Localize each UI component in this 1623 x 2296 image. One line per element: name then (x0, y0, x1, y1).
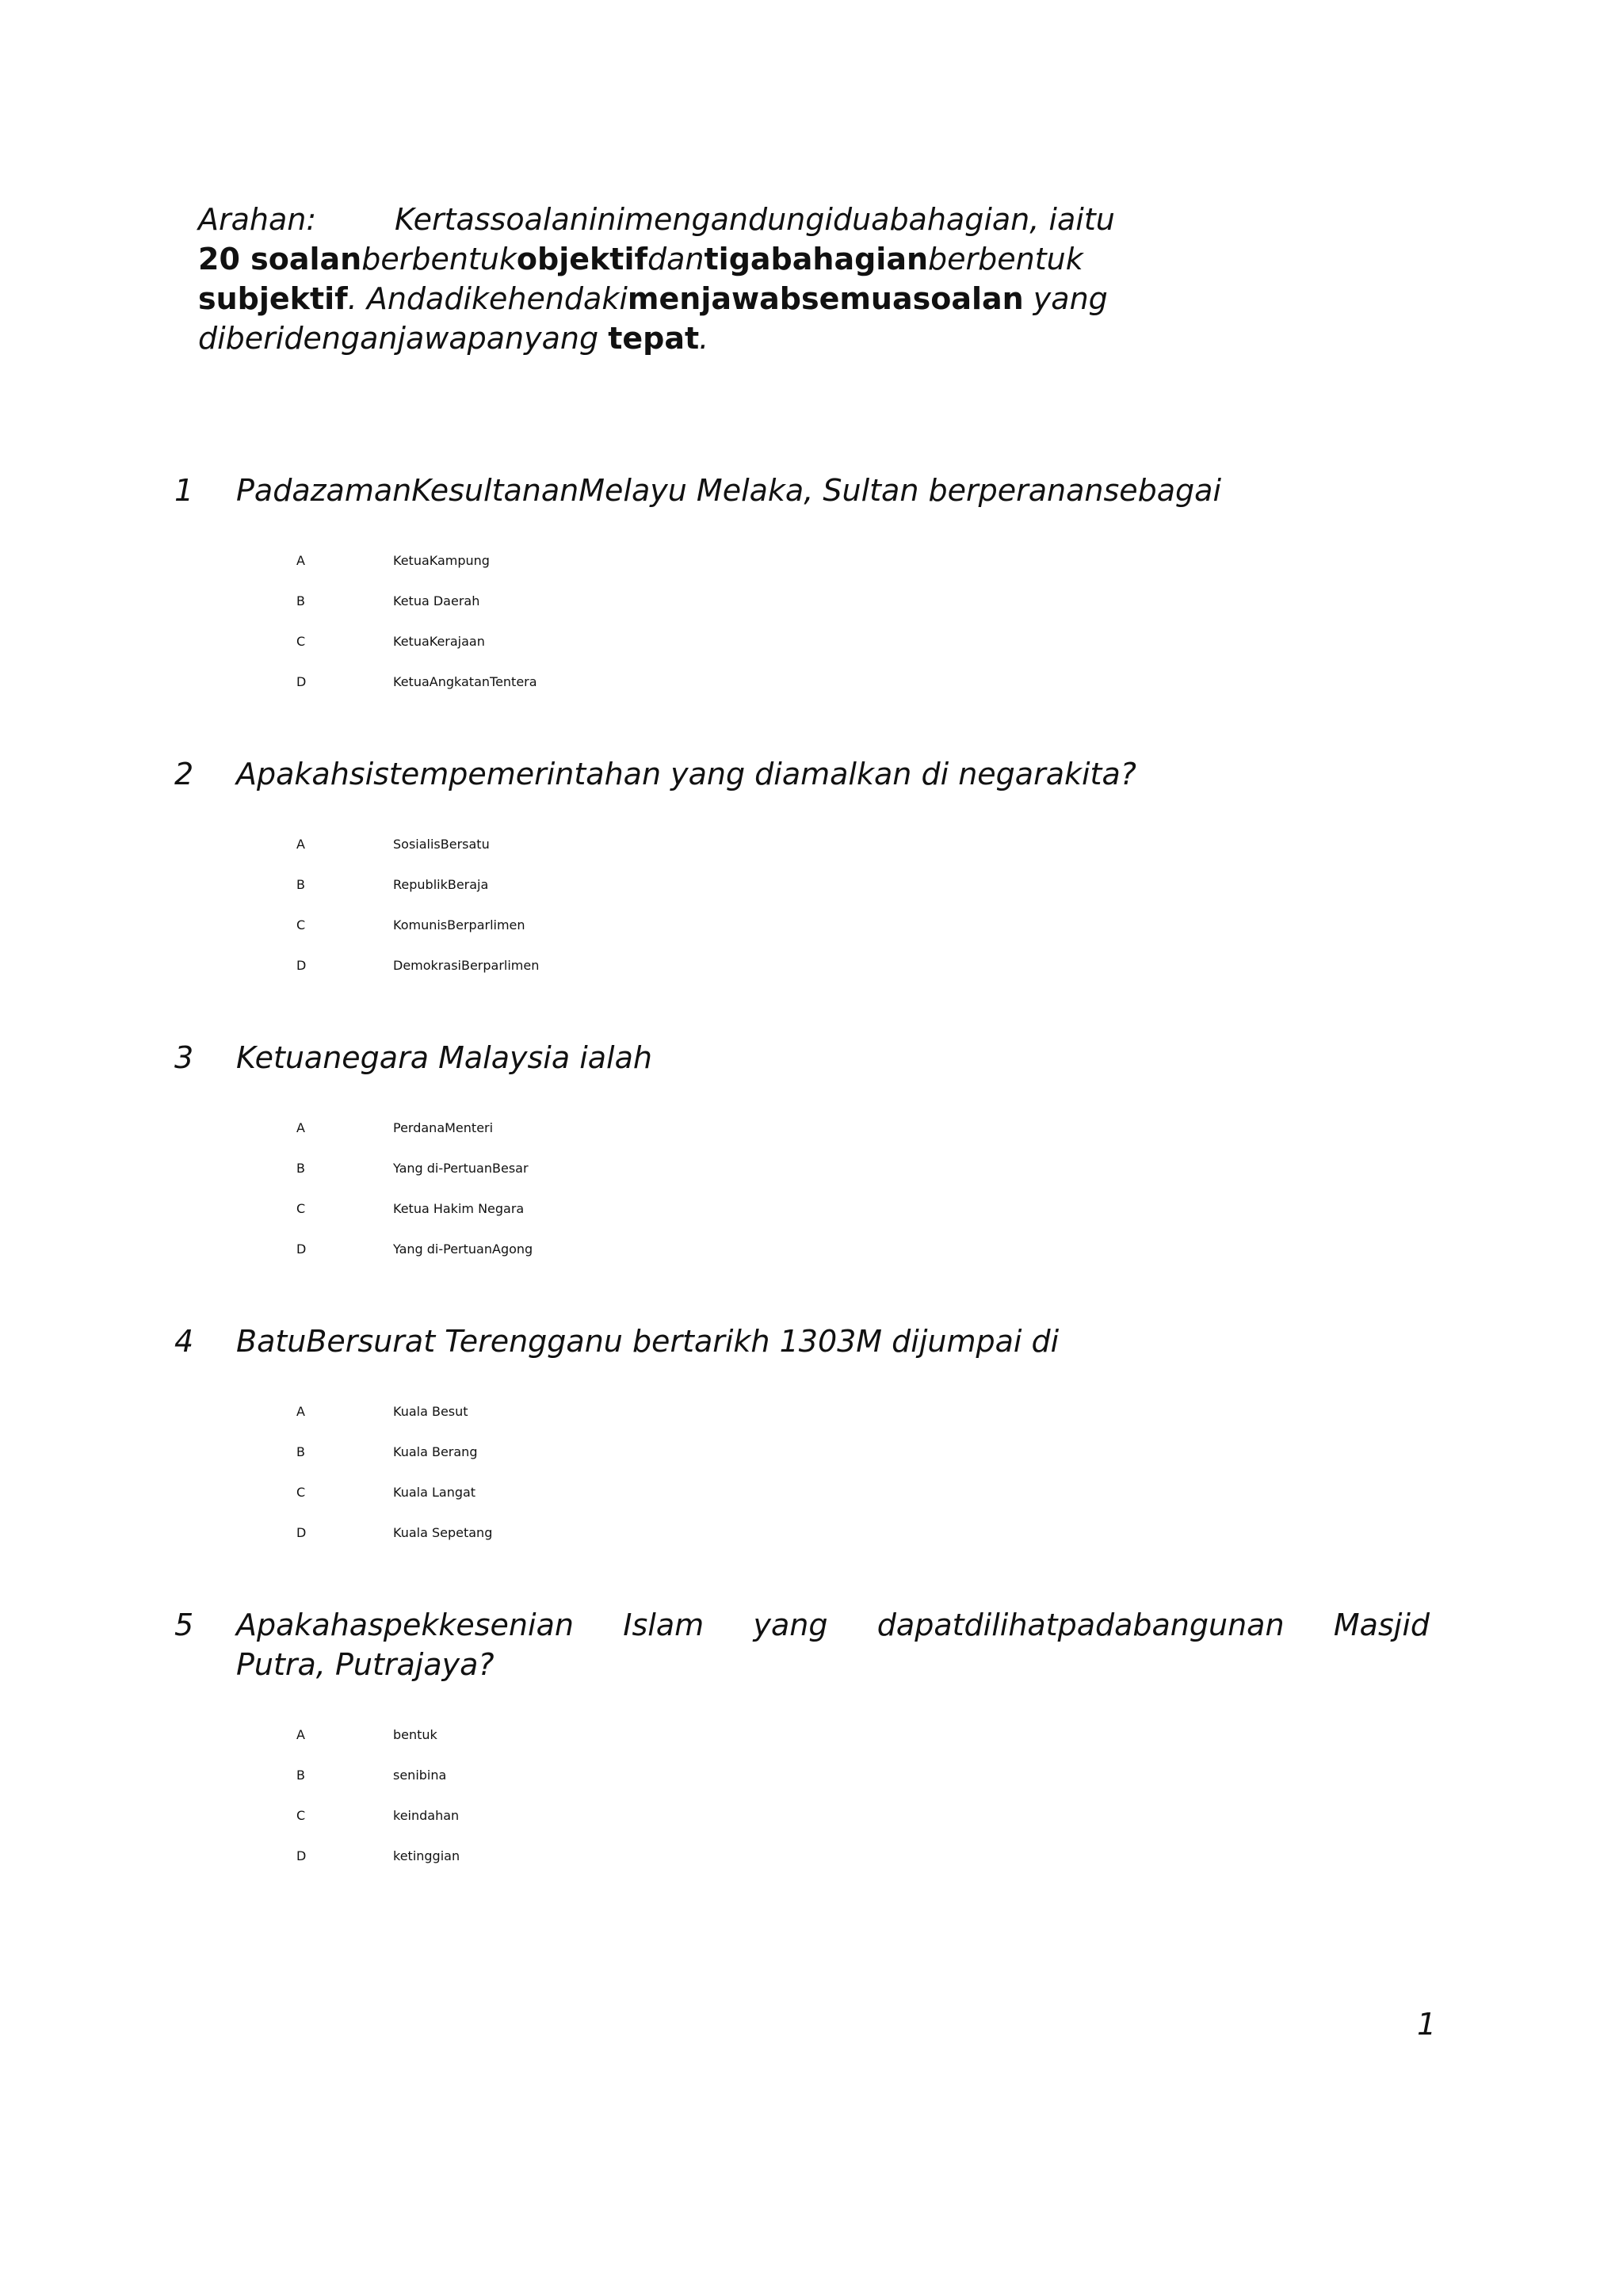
instructions-line-2 (198, 239, 1450, 279)
option-text: Kuala Berang (393, 1444, 478, 1459)
option-text: Kuala Langat (393, 1485, 476, 1500)
instructions-emphasis: tigabahagian (704, 242, 929, 277)
instructions-text: dan (647, 242, 705, 277)
option-text: Yang di-PertuanBesar (393, 1161, 529, 1176)
option-letter: A (296, 1120, 305, 1135)
instructions-emphasis: tepat (608, 321, 700, 356)
question-text-line: Putra, Putrajaya? (236, 1647, 495, 1682)
question-text: Ketuanegara Malaysia ialah (236, 1040, 652, 1075)
instructions-text: Kertassoalaninimengandungiduabahagian, iaitu (395, 202, 1115, 237)
option-text: Ketua Daerah (393, 593, 480, 608)
option-text: Kuala Besut (393, 1404, 468, 1419)
question-number: 2 (174, 757, 194, 791)
instructions-line-4 (198, 318, 1450, 358)
option-letter: C (296, 1201, 306, 1216)
instructions-line-1 (198, 200, 1450, 239)
option-text: KetuaKampung (393, 553, 490, 568)
question-number: 5 (174, 1608, 194, 1642)
option-text: Ketua Hakim Negara (393, 1201, 525, 1216)
option-text: RepublikBeraja (393, 877, 489, 892)
instructions-text: berbentuk (928, 242, 1083, 277)
option-letter: B (296, 593, 305, 608)
instructions-block (198, 200, 1450, 358)
instructions-emphasis: 20 soalan (198, 242, 362, 277)
option-text: Yang di-PertuanAgong (393, 1241, 533, 1257)
option-text: DemokrasiBerparlimen (393, 958, 540, 973)
option-letter: D (296, 674, 307, 689)
instructions-emphasis: subjektif (198, 281, 348, 316)
instructions-text: . (699, 321, 709, 356)
instructions-text: yang (1023, 281, 1108, 316)
instructions-text: diberidenganjawapanyang (198, 321, 609, 356)
instructions-text: . Andadikehendaki (347, 281, 628, 316)
option-letter: D (296, 1848, 307, 1863)
question-text: Apakahsistempemerintahan yang diamalkan di negarakita? (236, 757, 1136, 791)
option-letter: C (296, 634, 306, 649)
option-letter: D (296, 958, 307, 973)
option-letter: D (296, 1525, 307, 1540)
instructions-text: berbentuk (361, 242, 517, 277)
option-letter: B (296, 1768, 305, 1783)
instructions-emphasis: menjawabsemuasoalan (627, 281, 1024, 316)
option-letter: C (296, 1808, 306, 1823)
option-letter: C (296, 917, 306, 933)
option-text: KetuaAngkatanTentera (393, 674, 537, 689)
question-text: PadazamanKesultananMelayu Melaka, Sultan berperanansebagai (236, 473, 1222, 508)
question-text-line: Apakahaspekkesenian Islam yang dapatdilihatpadabangunan Masjid (236, 1608, 1430, 1642)
option-text: PerdanaMenteri (393, 1120, 494, 1135)
option-text: senibina (393, 1768, 447, 1783)
option-letter: B (296, 877, 305, 892)
question-text (236, 1605, 1430, 1684)
question-text: BatuBersurat Terengganu bertarikh 1303M dijumpai di (236, 1324, 1060, 1359)
option-letter: A (296, 837, 305, 852)
instructions-line-3 (198, 279, 1450, 318)
page-number: 1 (1417, 2007, 1437, 2042)
instructions-label: Arahan: (198, 202, 317, 237)
option-text: ketinggian (393, 1848, 460, 1863)
option-text: SosialisBersatu (393, 837, 490, 852)
option-letter: A (296, 1404, 305, 1419)
option-text: bentuk (393, 1727, 437, 1742)
option-letter: B (296, 1444, 305, 1459)
option-text: Kuala Sepetang (393, 1525, 493, 1540)
option-text: keindahan (393, 1808, 460, 1823)
question-number: 1 (174, 473, 194, 508)
instructions-emphasis: objektif (516, 242, 648, 277)
option-letter: C (296, 1485, 306, 1500)
option-text: KetuaKerajaan (393, 634, 485, 649)
option-letter: A (296, 1727, 305, 1742)
question-number: 4 (174, 1324, 194, 1359)
option-letter: A (296, 553, 305, 568)
option-letter: D (296, 1241, 307, 1257)
question-number: 3 (174, 1040, 194, 1075)
option-letter: B (296, 1161, 305, 1176)
option-text: KomunisBerparlimen (393, 917, 525, 933)
